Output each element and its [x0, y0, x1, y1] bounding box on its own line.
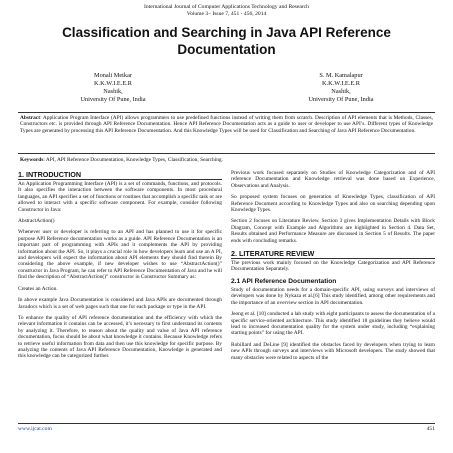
- author-university: University Of Pune, India: [80, 96, 146, 103]
- keywords-text: : API, API Reference Documentation, Knowledge Types, Classification, Searching.: [43, 157, 223, 163]
- keywords: [20, 157, 433, 163]
- author-affiliation: K.K.W.I.E.E.R: [322, 80, 360, 87]
- author-name: Monali Metkar: [94, 72, 132, 79]
- section-heading-literature-review: 2. LITERATURE REVIEW: [231, 249, 435, 259]
- abstract-text: : Application Program Interface (API) allows programmers to use predefined functions instead of writing them from scratch. Description of API elements that is Methods, Classes, Constructors etc. is provided through API Reference Documentation. Hence API Reference Documentation acts as a guide to user or developer to use API’s. Different types of Knowledge Types are generated by processing this API Reference Documentation. And this Knowledge Types will be used for Classification and Searching of Java API Reference Documentation.: [20, 115, 433, 134]
- keywords-label: Keywords: [20, 157, 44, 163]
- author-affiliation: K.K.W.I.E.E.R: [94, 80, 132, 87]
- paragraph: Section 2 focuses on Literature Review. Section 3 gives Implementation Details with Block Diagram, Concept with Example and Algorithms are highlighted in Section 4. Data Set, Results obtained and Performance Measure are discussed in Section 5 of Results. The paper ends with concluding remarks.: [231, 218, 435, 244]
- author-city: Nashik,: [103, 88, 123, 95]
- left-column: [18, 170, 222, 365]
- code-example: AbstractAction(): [18, 218, 55, 225]
- subsection-heading-api-reference: 2.1 API Reference Documentation: [231, 277, 337, 285]
- paragraph: An Application Programming Interface (API) is a set of commands, functions, and protocols. It also specifies the interaction between the software components. In most procedural languages, an API specifies a set of functions or routines that accomplish a specific task or are allowed to interact with a specific software component. For example, consider following Constructor in Java:: [18, 181, 222, 213]
- paragraph: In above example Java Documentation is considered and Java APIs are documented through Javadocs which is a set of web pages such that one for each package or type in the API.: [18, 297, 222, 310]
- author-2: [266, 72, 416, 104]
- author-university: University Of Pune, India: [308, 96, 374, 103]
- paragraph: Study of documentation needs for a domain-specific API, using surveys and interviews of developers was done by Nykaza et al.[6] This study identified, among other requirements and the importance of an overview section in API documentation.: [231, 286, 435, 306]
- right-column: [231, 170, 435, 366]
- paragraph: To enhance the quality of API reference documentation and the efficiency with which the relevant information it contains can be accessed, it’s necessary to first understand its contents by analyzing it. Therefore, to reason about the quality and value of Java API reference documentation, focus should be about what knowledge it contains. Because Knowledge refers to retrieve useful information from data and then use this knowledge for specific purpose. By analyzing the contents of Java API Reference Documentation, Knowledge is generated and this knowledge can be categorized further.: [18, 314, 222, 360]
- paragraph: The previous work mainly focused on the Knowledge Categorization and API Reference Documentation Separately.: [231, 260, 435, 273]
- section-heading-introduction: 1. INTRODUCTION: [18, 170, 222, 180]
- journal-volume: Volume 3– Issue 7, 451 - 456, 2014: [186, 11, 267, 17]
- abstract-label: Abstract: [20, 115, 41, 121]
- page-number: 451: [426, 426, 435, 432]
- footer-rule: [18, 423, 435, 424]
- author-1: [38, 72, 188, 104]
- paragraph: So proposed system focuses on generation of Knowledge Types, classification of API Reference Document according to Knowledge Types and also on searching depending upon Knowledge Types.: [231, 194, 435, 214]
- journal-header: [0, 4, 453, 18]
- code-example: Creates an Action.: [18, 285, 58, 292]
- paragraph: Jeong et al. [10] conducted a lab study with eight participants to assess the documentation of a specific service-oriented architecture. This study identified 18 guidelines they believe would lead to increased documentation quality for the system under study, including “explaining starting points” for using the API.: [231, 311, 435, 337]
- author-name: S. M. Kamalapur: [319, 72, 363, 79]
- footer-url-link[interactable]: www.ijcat.com: [18, 426, 52, 432]
- abstract: [20, 115, 433, 134]
- author-city: Nashik,: [331, 88, 351, 95]
- journal-name: International Journal of Computer Applications Technology and Research: [144, 4, 309, 10]
- paragraph: Robillard and DeLine [9] identified the obstacles faced by developers when trying to learn new APIs through surveys and interviews with Microsoft developers. The study showed that many obstacles were related to aspects of the: [231, 341, 435, 361]
- paragraph: Whenever user or developer is referring to an API and has planned to use it for specific purpose API Reference documentation works as a guide. API Reference Documentation is an important part of programming with APIs and it complements the API by providing information about the API. So, it plays a crucial role in how developers learn and use an A PI, and developers will expect the information about API elements they should find therein By considering the above example, if new developer wishes to use “AbstractAction()” constructor in Java Program, he can refer to API Reference Documentation of Java and he will find the description of “AbstractAction()” constructor in Constructor Summary as:: [18, 229, 222, 281]
- paper-title: Classification and Searching in Java API Reference Documentation: [62, 25, 391, 57]
- paragraph: Previous work focused separately on Studies of Knowledge Categorization and of API reference Documentation and Knowledge retrieval was done based on Experience, Observations and Analysis.: [231, 170, 435, 189]
